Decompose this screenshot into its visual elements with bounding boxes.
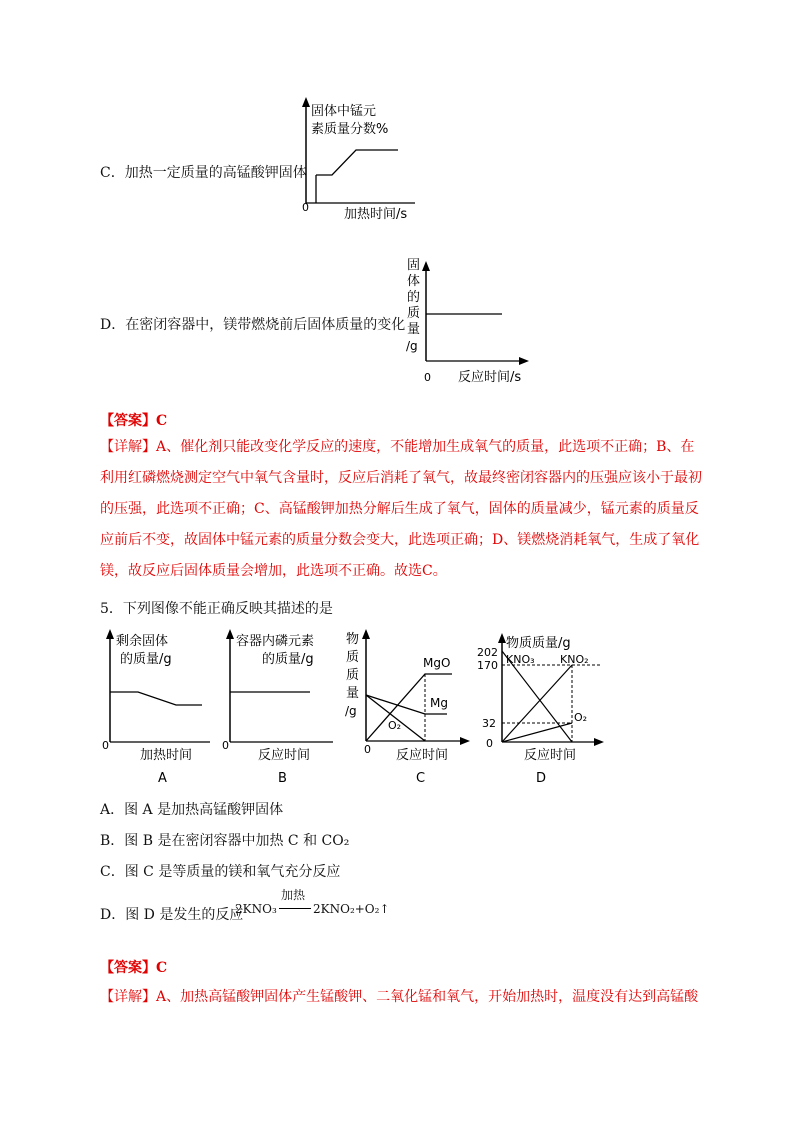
q5b-ylabel-1: 容器内磷元素 bbox=[236, 634, 315, 649]
q5-option-b: B．图 B 是在密闭容器中加热 C 和 CO₂ bbox=[100, 833, 350, 849]
q5b-ylabel-2: 的质量/g bbox=[262, 652, 314, 667]
q5c-ylabel-5: /g bbox=[345, 704, 357, 718]
q5d-tick-32: 32 bbox=[482, 717, 496, 730]
q5d-caption: D bbox=[536, 771, 547, 786]
q5-stem: 5．下列图像不能正确反映其描述的是 bbox=[100, 601, 333, 617]
q4d-xlabel: 反应时间/s bbox=[458, 370, 522, 385]
q4-answer: 【答案】C bbox=[100, 413, 168, 429]
eq-left: 2KNO₃ bbox=[235, 902, 277, 916]
q5b-origin: 0 bbox=[222, 739, 229, 752]
q5-option-d: D．图 D 是发生的反应 bbox=[100, 907, 244, 923]
q5d-series-o2: O₂ bbox=[574, 711, 588, 724]
q4c-ylabel-1: 固体中锰元 bbox=[311, 104, 377, 119]
q5d-series-kno2: KNO₂ bbox=[560, 653, 589, 666]
q5d-tick-202: 202 bbox=[477, 646, 498, 659]
eq-condition: 加热 bbox=[281, 888, 306, 902]
q5c-series-mgo: MgO bbox=[423, 656, 451, 670]
q5c-ylabel-1: 物 bbox=[346, 632, 360, 647]
q4-figure-d bbox=[402, 253, 532, 388]
q5d-xlabel: 反应时间 bbox=[524, 748, 577, 763]
q5-detail: 【详解】A、加热高锰酸钾固体产生锰酸钾、二氧化锰和氧气，开始加热时，温度没有达到高锰酸 bbox=[100, 989, 699, 1005]
q4-figure-c bbox=[290, 95, 420, 225]
q4d-origin: 0 bbox=[424, 371, 431, 384]
q5c-series-mg: Mg bbox=[430, 696, 448, 710]
q4-detail: 【详解】A、催化剂只能改变化学反应的速度，不能增加生成氧气的质量，此选项不正确；B、在利用红磷燃烧测定空气中氧气含量时，反应后消耗了氧气，故最终密闭容器内的压强应该小于最初的压强，此选项不正确；C、高锰酸钾加热分解后生成了氧气，固体的质量减少，锰元素的质量反应前后不变，故固体中锰元素的质量分数会变大，此选项正确；D、镁燃烧消耗氧气，生成了氧化镁，故反应后固体质量会增加，此选项不正确。故选C。 bbox=[100, 439, 702, 579]
eq-right: 2KNO₂+O₂↑ bbox=[313, 902, 390, 916]
q5c-series-o2: O₂ bbox=[388, 719, 402, 732]
q5-equation bbox=[235, 886, 405, 922]
q5-figure-c bbox=[340, 625, 480, 790]
eq-arrow-line bbox=[279, 908, 311, 909]
q4d-ylabel-1: 固 bbox=[407, 258, 421, 273]
q4d-ylabel-3: 的 bbox=[407, 290, 421, 305]
q4d-ylabel-6: /g bbox=[406, 339, 418, 353]
q5a-origin: 0 bbox=[102, 739, 109, 752]
q5d-series-kno3: KNO₃ bbox=[506, 653, 535, 666]
q5c-xlabel: 反应时间 bbox=[396, 748, 449, 763]
q5c-ylabel-3: 质 bbox=[346, 668, 360, 683]
q5a-xlabel: 加热时间 bbox=[140, 748, 193, 763]
q5-option-c: C．图 C 是等质量的镁和氧气充分反应 bbox=[100, 864, 341, 880]
q5c-origin: 0 bbox=[364, 743, 371, 756]
q5c-caption: C bbox=[416, 771, 426, 786]
q5-answer: 【答案】C bbox=[100, 960, 168, 976]
q5d-origin: 0 bbox=[486, 737, 493, 750]
q4-option-c: C．加热一定质量的高锰酸钾固体 bbox=[100, 165, 307, 181]
q5c-ylabel-4: 量 bbox=[346, 686, 360, 701]
q4d-ylabel-2: 体 bbox=[407, 274, 421, 289]
q4d-ylabel-4: 质 bbox=[407, 306, 421, 321]
q5d-tick-170: 170 bbox=[477, 659, 498, 672]
q5-option-a: A．图 A 是加热高锰酸钾固体 bbox=[100, 802, 284, 818]
q4c-origin: 0 bbox=[302, 201, 309, 214]
q5a-ylabel-2: 的质量/g bbox=[120, 652, 172, 667]
q5a-ylabel-1: 剩余固体 bbox=[116, 634, 169, 649]
q4c-xlabel: 加热时间/s bbox=[344, 207, 408, 222]
q5b-xlabel: 反应时间 bbox=[258, 748, 311, 763]
q5-figure-d bbox=[470, 625, 610, 790]
q5c-ylabel-2: 质 bbox=[346, 650, 360, 665]
q5b-caption: B bbox=[278, 771, 287, 786]
q5-figure-b bbox=[218, 625, 338, 790]
q5a-caption: A bbox=[158, 771, 167, 786]
q5d-ylabel: 物质质量/g bbox=[506, 636, 571, 651]
q4d-ylabel-5: 量 bbox=[407, 322, 421, 337]
q4c-ylabel-2: 素质量分数% bbox=[311, 122, 389, 137]
q5-figure-a bbox=[98, 625, 213, 790]
q4-option-d: D．在密闭容器中，镁带燃烧前后固体质量的变化 bbox=[100, 317, 406, 333]
